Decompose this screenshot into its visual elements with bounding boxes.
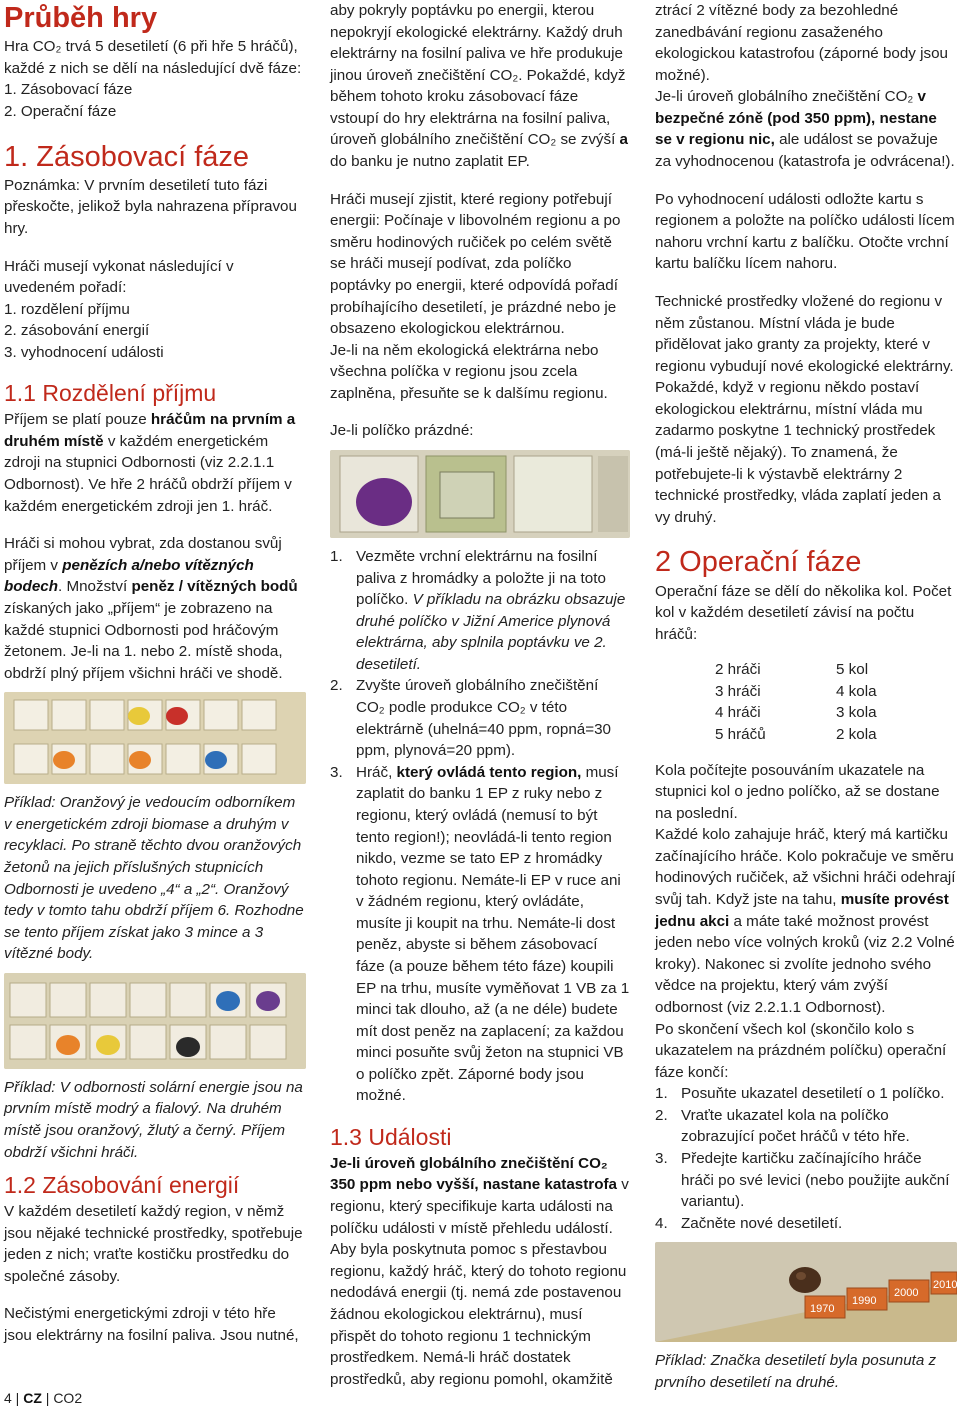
decade-label: 2000 (894, 1287, 919, 1300)
phase-list (4, 79, 306, 122)
board-illustration (330, 450, 630, 538)
empty-space-steps (330, 546, 630, 1107)
events-paragraph-2: Aby byla poskytnuta pomoc s přestavbou regionu, každý hráč, který do tohoto regionu nedodává energii (tj. nemá zde postavenou žádnou ekologickou elektrárnu), musí přispět do tohoto regionu 1 technickým prostředkem. Nemá-li hráč dostatek prostředků, aby regionu pomohl, okamžitě (330, 1241, 627, 1388)
rounds-table (715, 659, 957, 745)
section-heading-events: 1.3 Události (330, 1124, 452, 1151)
phase-item: 1. Zásobovací fáze (4, 81, 133, 99)
table-row: 5 hráčů 2 kola (715, 726, 877, 744)
page-title: Průběh hry (4, 2, 158, 34)
board-photo-expertise-solar (4, 973, 306, 1069)
token-orange (129, 751, 151, 769)
step-item: 2. Zvyšte úroveň globálního znečištění CO₂ podle produkce CO₂ v této elektrárně (uhelná=40 ppm, ropná=30 ppm, plynová=20 ppm). (330, 677, 611, 760)
order-intro: Hráči musejí vykonat následující v uvedeném pořadí: (4, 257, 234, 297)
token-black (176, 1037, 200, 1057)
resources-paragraph: Technické prostředky vložené do regionu v něm zůstanou. Místní vláda je bude přidělovat jako granty za projekty, které v regionu vybudují nové ekologické elektrárny. Pokaždé, když v regionu někdo postaví ekologickou elektrárnu, místní vláda mu zadarmo poskytne 1 technický prostředek (má-li ještě nějaký). To znamená, že potřebujete-li k výstavbě elektrárny 2 technické prostředky, vláda zaplatí jeden a vy druhý. (655, 292, 954, 526)
token-purple (256, 991, 280, 1011)
region-check-paragraph: Hráči musejí zjistit, které regiony potřebují energii: Počínaje v libovolném regionu a po směru hodinových ručiček po celém světě se hráči musejí podívat, zda políčko poptávky po energii, které odpovídá pořadí probíhajícího desetiletí, je prázdné nebo je obsazeno ekologickou elektrárnou. (330, 190, 621, 338)
page-number: 4 (4, 1390, 12, 1406)
decade-label: 1990 (852, 1295, 877, 1308)
token-purple (356, 478, 412, 526)
energy-paragraph-1: V každém desetiletí každý region, v němž jsou nějaké technické prostředky, spotřebuje jeden z nich; vraťte kostičku prostředku do společné zásoby. (4, 1203, 303, 1285)
safe-zone-paragraph: Je-li úroveň globálního znečištění CO₂ v bezpečné zóně (pod 350 ppm), nestane se v regionu nic, ale událost se považuje za vyhodnocenou (katastrofa je odvrácena!). (655, 88, 955, 171)
note-text: Poznámka: V prvním desetiletí tuto fázi přeskočte, jelikož byla nahrazena přípravou hry. (4, 176, 297, 237)
column-right (655, 0, 957, 1393)
column-middle (330, 0, 630, 1390)
token-yellow (128, 707, 150, 725)
order-list (4, 299, 306, 364)
table-row: 2 hráči 5 kol (715, 661, 869, 679)
operations-paragraph-1: Operační fáze se dělí do několika kol. Počet kol v každém desetiletí závisí na počtu hráčů: (655, 582, 952, 643)
board-photo-power-plant (330, 450, 630, 538)
table-row: 4 hráči 3 kola (715, 704, 877, 722)
token-blue (205, 751, 227, 769)
table-row: 3 hráči 4 kola (715, 682, 877, 700)
region-skip-paragraph: Je-li na něm ekologická elektrárna nebo všechna políčka v regionu jsou zcela zaplněna, přesuňte se k dalšímu regionu. (330, 341, 608, 402)
section-heading-supply: 1. Zásobovací fáze (4, 140, 250, 173)
game-name: CO2 (53, 1390, 83, 1406)
step-item: 1. Vezměte vrchní elektrárnu na fosilní paliva z hromádky a položte ji na toto políčko. V příkladu na obrázku obsazuje druhé políčko v Jižní Americe plynová elektrárna, aby splnila poptávku ve 2. desetiletí. (330, 547, 626, 673)
example-caption-1: Příklad: Oranžový je vedoucím odborníkem v energetickém zdroji biomase a druhým v recyklaci. Po straně těchto dvou oranžových žetonů na jejich příslušných stupnicích Odbornosti je uvedeno „4“ a „2“. Oranžový tedy v tomto tahu obdrží příjem 6. Rozhodne se tento příjem získat jako 3 mince a 3 vítězné body. (4, 794, 304, 963)
step-item: 3. Předejte kartičku začínajícího hráče hráči po své levici (nebo použijte aukční variantu). (655, 1150, 950, 1211)
step-item: 2. Vraťte ukazatel kola na políčko zobrazující počet hráčů v této hře. (655, 1106, 910, 1146)
board-illustration (4, 973, 306, 1069)
section-heading-operations: 2 Operační fáze (655, 546, 862, 579)
order-item: 3. vyhodnocení události (4, 343, 164, 361)
event-card-paragraph: Po vyhodnocení události odložte kartu s regionem a položte na políčko události lícem nahoru vrchní kartu z balíčku. Otočte vrchní kartu balíčku lícem nahoru. (655, 190, 955, 273)
board-illustration (4, 692, 306, 784)
order-item: 1. rozdělení příjmu (4, 300, 130, 318)
energy-paragraph-2: Nečistými energetickými zdroji v této hře jsou elektrárny na fosilní paliva. Jsou nutné, (4, 1305, 299, 1344)
events-paragraph-1: Je-li úroveň globálního znečištění CO₂ 350 ppm nebo vyšší, nastane katastrofa v regionu, který specifikuje karta události na políčku události v místě přehledu událostí. (330, 1154, 629, 1237)
example-caption-3: Příklad: Značka desetiletí byla posunuta z prvního desetiletí na druhé. (655, 1352, 937, 1391)
income-paragraph-2: Hráči si mohou vybrat, zda dostanou svůj příjem v penězích a/nebo vítězných bodech. Množství peněz / vítězných bodů získaných jako „příjem“ je zobrazeno na každé stupnici Odbornosti pod hráčovým žetonem. Je-li na 1. nebo 2. místě shoda, obdrží plný příjem všichni hráči ve shodě. (4, 535, 298, 682)
token-blue (216, 991, 240, 1011)
token-orange (56, 1035, 80, 1055)
decade-marker-token (789, 1267, 821, 1293)
intro-text: Hra CO₂ trvá 5 desetiletí (6 při hře 5 hráčů), každé z nich se dělí na následující dvě fáze: (4, 38, 302, 77)
board-photo-decade-track (655, 1242, 957, 1342)
step-item: 4. Začněte nové desetiletí. (655, 1214, 843, 1232)
example-caption-2: Příklad: V odbornosti solární energie jsou na prvním místě modrý a fialový. Na druhém místě jsou oranžový, žlutý a černý. Příjem obdrží všichni hráči. (4, 1078, 303, 1161)
operations-paragraph-4: Po skončení všech kol (skončilo kolo s ukazatelem na prázdném políčku) operační fáze končí: (655, 1020, 947, 1081)
operations-paragraph-3: Každé kolo zahajuje hráč, který má kartičku začínajícího hráče. Kolo pokračuje ve směru hodinových ručiček, až všichni hráči odehrají svůj tah. Když jste na tahu, musíte provést jednu akci a máte také možnost provést jeden nebo více volných kroků (viz 2.2 Volné kroky). Nakonec si zvolíte jednoho svého vědce na projektu, který vám zvýší odbornost (viz 2.2.1.1 Odbornost). (655, 826, 956, 1016)
order-item: 2. zásobování energií (4, 322, 150, 340)
language-code: CZ (23, 1390, 42, 1406)
empty-space-label: Je-li políčko prázdné: (330, 422, 474, 440)
events-continued-paragraph: ztrácí 2 vítězné body za bezohledné zanedbávání regionu zasaženého ekologickou katastrofou (záporné body jsou možné). (655, 2, 948, 84)
income-paragraph-1: Příjem se platí pouze hráčům na prvním a druhém místě v každém energetickém zdroji na stupnici Odbornosti (viz 2.2.1.1 Odbornost). Ve hře 2 hráčů obdrží příjem v každém energetickém zdroji jen 1. hráč. (4, 411, 296, 515)
decade-label: 1970 (810, 1303, 835, 1316)
phase-item: 2. Operační fáze (4, 102, 117, 120)
end-steps-list (655, 1083, 957, 1234)
decade-label: 2010 (933, 1279, 957, 1292)
board-photo-expertise-biomass (4, 692, 306, 784)
operations-paragraph-2: Kola počítejte posouváním ukazatele na stupnici kol o jedno políčko, až se dostane na poslední. (655, 761, 940, 822)
step-item: 1. Posuňte ukazatel desetiletí o 1 políčko. (655, 1085, 945, 1103)
section-heading-income: 1.1 Rozdělení příjmu (4, 380, 217, 407)
step-item: 3. Hráč, který ovládá tento region, musí zaplatit do banku 1 EP z ruky nebo z regionu, který ovládá (nemusí to být tento region!); neovládá-li tento region nikdo, vezme se tato EP z hromádky tohoto regionu. Nemáte-li EP v ruce ani v žádném regionu, který ovládáte, musíte ji koupit na trhu. Nemáte-li dost peněz, abyste si během zásobovací fáze (a pouze během této fáze) koupili EP na trhu, musíte vyměňovat 1 VB za 1 minci tak dlouho, až (a ne déle) budete mít dost peněz na zaplacení; za každou minci posuňte svůj žeton na stupnici VB o políčko zpět. Záporné body jsou možné. (330, 763, 630, 1105)
section-heading-energy: 1.2 Zásobování energií (4, 1172, 240, 1199)
token-red (166, 707, 188, 725)
token-orange (53, 751, 75, 769)
token-yellow (96, 1035, 120, 1055)
page-footer: 4 | CZ | CO2 (4, 1390, 83, 1406)
energy-continued-paragraph: aby pokryly poptávku po energii, kterou nepokryjí ekologické elektrárny. Každý druh elektrárny na fosilní paliva ve hře produkuje jinou úroveň znečištění CO₂. Pokaždé, když během tohoto kroku zásobovací fáze vstoupí do hry elektrárna na fosilní paliva, úroveň globálního znečištění CO₂ se zvýší a do banku je nutno zaplatit EP. (330, 2, 628, 171)
column-left (4, 0, 306, 1347)
decade-track-illustration (655, 1242, 957, 1342)
